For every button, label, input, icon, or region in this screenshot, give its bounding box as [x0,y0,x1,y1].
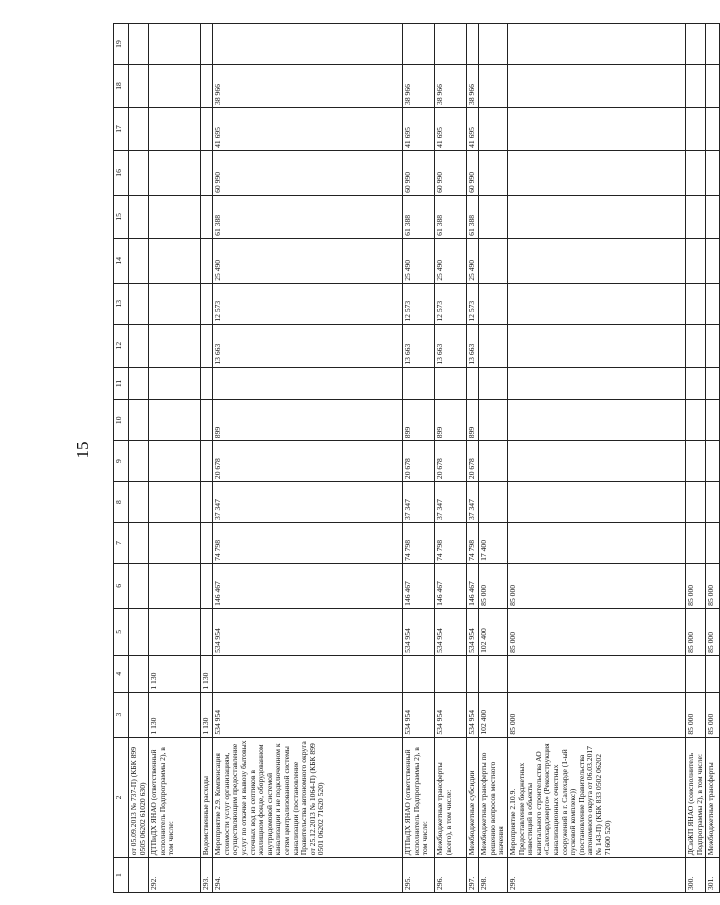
value-cell: 85 000 [706,563,720,608]
value-cell [149,367,201,400]
value-cell: 1 130 [201,655,213,692]
value-cell [403,367,435,400]
value-cell [685,195,705,238]
value-cell: 25 490 [213,238,403,283]
value-cell: 534 954 [435,608,467,655]
column-header: 4 [114,655,129,692]
value-cell [149,24,201,65]
page-number: 15 [73,441,92,459]
column-header: 14 [114,238,129,283]
table-row [149,24,201,893]
row-name-cell: Межбюджетные трансферты (всего), в том числе: [435,737,467,858]
value-cell: 899 [467,400,479,441]
value-cell [706,150,720,195]
value-cell [507,150,685,195]
value-cell [706,441,720,482]
row-name-cell: Межбюджетные трансферты по решению вопросов местного значения [479,737,508,858]
value-cell: 146 467 [403,563,435,608]
value-cell: 20 678 [213,441,403,482]
table-body [129,24,720,893]
value-cell: 85 000 [507,563,685,608]
column-header: 6 [114,563,129,608]
column-header: 1 [114,858,129,893]
value-cell: 12 573 [435,283,467,324]
row-number-cell: 295. [403,858,435,893]
column-header: 8 [114,482,129,523]
value-cell: 17 400 [479,522,508,563]
value-cell [129,65,149,108]
table-row [507,24,685,893]
value-cell [403,655,435,692]
value-cell [201,400,213,441]
value-cell: 38 966 [435,65,467,108]
value-cell [685,324,705,367]
value-cell: 534 954 [435,692,467,737]
value-cell [129,692,149,737]
value-cell [201,238,213,283]
value-cell: 74 798 [213,522,403,563]
value-cell: 38 966 [213,65,403,108]
value-cell [435,24,467,65]
value-cell [201,150,213,195]
value-cell [149,65,201,108]
value-cell [467,367,479,400]
value-cell: 102 400 [479,692,508,737]
value-cell: 60 990 [213,150,403,195]
value-cell [129,367,149,400]
value-cell [129,283,149,324]
column-header: 11 [114,367,129,400]
value-cell: 85 000 [685,608,705,655]
value-cell [129,655,149,692]
value-cell [201,324,213,367]
value-cell [149,195,201,238]
column-header: 15 [114,195,129,238]
value-cell: 37 347 [213,482,403,523]
value-cell: 85 000 [706,692,720,737]
row-name-cell: Мероприятие 2.10.9. Предоставление бюджетных инвестиций в объекты капитального строительства АО «Салехардэнерго» (Реконструкция канализационных очистных сооружений в г. Салехарде (1-ый пусковой комплекс)) (постановление Правительства автономного округа от 06.03.2017 № 143-П) (КБК 833 0502 06202 71600 520) [507,737,685,858]
value-cell [479,65,508,108]
value-cell: 61 388 [435,195,467,238]
value-cell: 25 490 [403,238,435,283]
value-cell [706,24,720,65]
value-cell: 74 798 [467,522,479,563]
column-header: 16 [114,150,129,195]
table-row [403,24,435,893]
value-cell [129,150,149,195]
value-cell: 61 388 [467,195,479,238]
value-cell [435,367,467,400]
value-cell [685,441,705,482]
value-cell [479,441,508,482]
value-cell [149,400,201,441]
value-cell [507,24,685,65]
value-cell [129,238,149,283]
value-cell [706,324,720,367]
value-cell [201,522,213,563]
value-cell: 20 678 [435,441,467,482]
value-cell [403,24,435,65]
value-cell [507,482,685,523]
value-cell [213,367,403,400]
value-cell [507,522,685,563]
value-cell [201,563,213,608]
value-cell [479,150,508,195]
value-cell [129,482,149,523]
row-number-cell: 296. [435,858,467,893]
value-cell [201,608,213,655]
row-name-cell: от 05.09.2013 № 737-П) (КБК 899 0505 06202 61020 630) [129,737,149,858]
value-cell [479,238,508,283]
row-name-cell: Ведомственные расходы [201,737,213,858]
table-row [129,24,149,893]
value-cell [685,150,705,195]
value-cell: 13 663 [435,324,467,367]
value-cell [213,655,403,692]
value-cell [201,283,213,324]
row-name-cell: ДСиЖП ЯНАО (соисполнитель Подпрограммы 2), в том числе: [685,737,705,858]
value-cell [685,107,705,150]
value-cell [201,107,213,150]
value-cell: 534 954 [403,692,435,737]
value-cell [129,441,149,482]
value-cell [479,24,508,65]
value-cell [129,324,149,367]
value-cell [213,24,403,65]
row-number-cell: 292. [149,858,201,893]
value-cell [479,107,508,150]
value-cell [685,367,705,400]
value-cell [149,107,201,150]
table-row [479,24,508,893]
value-cell: 85 000 [706,608,720,655]
value-cell [507,238,685,283]
value-cell: 20 678 [403,441,435,482]
row-number-cell: 298. [479,858,508,893]
value-cell [129,107,149,150]
value-cell [706,238,720,283]
budget-table [113,23,720,893]
row-name-cell: Межбюджетные субсидии [467,737,479,858]
value-cell [706,400,720,441]
value-cell: 1 130 [149,655,201,692]
value-cell [706,283,720,324]
value-cell: 13 663 [213,324,403,367]
value-cell [129,563,149,608]
value-cell [507,65,685,108]
value-cell: 899 [403,400,435,441]
value-cell [129,400,149,441]
row-number-cell: 297. [467,858,479,893]
value-cell [201,24,213,65]
column-header: 7 [114,522,129,563]
value-cell: 85 000 [507,608,685,655]
row-number-cell: 301. [706,858,720,893]
value-cell [685,522,705,563]
value-cell [149,150,201,195]
value-cell: 74 798 [403,522,435,563]
value-cell: 41 695 [467,107,479,150]
value-cell: 37 347 [403,482,435,523]
value-cell [201,482,213,523]
value-cell [685,65,705,108]
value-cell [479,400,508,441]
value-cell [685,283,705,324]
value-cell [149,441,201,482]
table-row [213,24,403,893]
value-cell: 60 990 [403,150,435,195]
value-cell [129,608,149,655]
value-cell: 102 400 [479,608,508,655]
row-name-cell: ДТПиДХ ЯНАО (ответственный исполнитель Подпрограммы 2), в том числе: [149,737,201,858]
value-cell [479,655,508,692]
value-cell [706,522,720,563]
value-cell [685,238,705,283]
value-cell [149,482,201,523]
value-cell [507,367,685,400]
value-cell: 25 490 [467,238,479,283]
value-cell [129,195,149,238]
value-cell: 85 000 [479,563,508,608]
value-cell [149,608,201,655]
column-header: 10 [114,400,129,441]
table-row [467,24,479,893]
value-cell: 534 954 [403,608,435,655]
column-header: 9 [114,441,129,482]
value-cell [149,238,201,283]
value-cell [435,655,467,692]
value-cell [507,283,685,324]
row-name-cell: ДТПиДХ ЯНАО (ответственный исполнитель Подпрограммы 2), в том числе: [403,737,435,858]
value-cell [129,522,149,563]
column-header: 3 [114,692,129,737]
value-cell: 899 [435,400,467,441]
column-header: 18 [114,65,129,108]
value-cell: 1 130 [149,692,201,737]
column-header: 17 [114,107,129,150]
value-cell [201,65,213,108]
table-row [201,24,213,893]
row-number-cell: 299. [507,858,685,893]
value-cell [507,195,685,238]
value-cell [685,482,705,523]
value-cell: 41 695 [435,107,467,150]
value-cell [706,655,720,692]
value-cell: 38 966 [403,65,435,108]
value-cell: 146 467 [435,563,467,608]
value-cell [706,367,720,400]
value-cell: 37 347 [467,482,479,523]
value-cell: 37 347 [435,482,467,523]
value-cell [507,655,685,692]
column-header: 12 [114,324,129,367]
table-row [435,24,467,893]
value-cell [706,195,720,238]
value-cell [685,655,705,692]
table-row [706,24,720,893]
value-cell: 85 000 [507,692,685,737]
value-cell: 41 695 [213,107,403,150]
value-cell: 25 490 [435,238,467,283]
value-cell [129,24,149,65]
value-cell [201,441,213,482]
row-name-cell: Межбюджетные трансферты [706,737,720,858]
value-cell: 60 990 [467,150,479,195]
value-cell [507,324,685,367]
value-cell [507,400,685,441]
value-cell: 41 695 [403,107,435,150]
value-cell: 74 798 [435,522,467,563]
value-cell: 534 954 [213,608,403,655]
column-header: 2 [114,737,129,858]
value-cell: 20 678 [467,441,479,482]
rotated-table-container [113,23,716,893]
value-cell [149,283,201,324]
value-cell: 13 663 [467,324,479,367]
row-name-cell: Мероприятие 2.9. Компенсация стоимости услуг организациям, осуществляющим предоставление услуг по откачке и вывозу бытовых сточных вод из септиков в жилищном фонде, оборудованном внутридомовой системой канализации и не подключенном к сетям централизованной системы канализации (постановление Правительства автономного округа от 25.12.2013 № 1064-П) (КБК 899 0501 06202 71620 520) [213,737,403,858]
value-cell [467,24,479,65]
value-cell [685,24,705,65]
value-cell [201,195,213,238]
column-header: 13 [114,283,129,324]
value-cell [507,441,685,482]
value-cell [201,367,213,400]
value-cell: 12 573 [403,283,435,324]
value-cell: 534 954 [213,692,403,737]
value-cell [706,482,720,523]
column-header: 5 [114,608,129,655]
value-cell [479,283,508,324]
value-cell: 899 [213,400,403,441]
value-cell [479,367,508,400]
row-number-cell [129,858,149,893]
value-cell: 85 000 [685,563,705,608]
value-cell: 12 573 [467,283,479,324]
value-cell: 146 467 [213,563,403,608]
table-row [685,24,705,893]
value-cell: 13 663 [403,324,435,367]
value-cell [507,107,685,150]
row-number-cell: 294. [213,858,403,893]
value-cell: 534 954 [467,608,479,655]
value-cell [149,522,201,563]
value-cell: 60 990 [435,150,467,195]
value-cell [467,655,479,692]
row-number-cell: 293. [201,858,213,893]
column-header: 19 [114,24,129,65]
value-cell [706,107,720,150]
value-cell [149,563,201,608]
value-cell [706,65,720,108]
value-cell: 1 130 [201,692,213,737]
value-cell [685,400,705,441]
value-cell: 534 954 [467,692,479,737]
value-cell: 12 573 [213,283,403,324]
value-cell: 146 467 [467,563,479,608]
value-cell [479,195,508,238]
value-cell [149,324,201,367]
value-cell [479,482,508,523]
value-cell: 61 388 [403,195,435,238]
value-cell [479,324,508,367]
value-cell: 38 966 [467,65,479,108]
header-row [114,24,129,893]
row-number-cell: 300. [685,858,705,893]
value-cell: 61 388 [213,195,403,238]
value-cell: 85 000 [685,692,705,737]
